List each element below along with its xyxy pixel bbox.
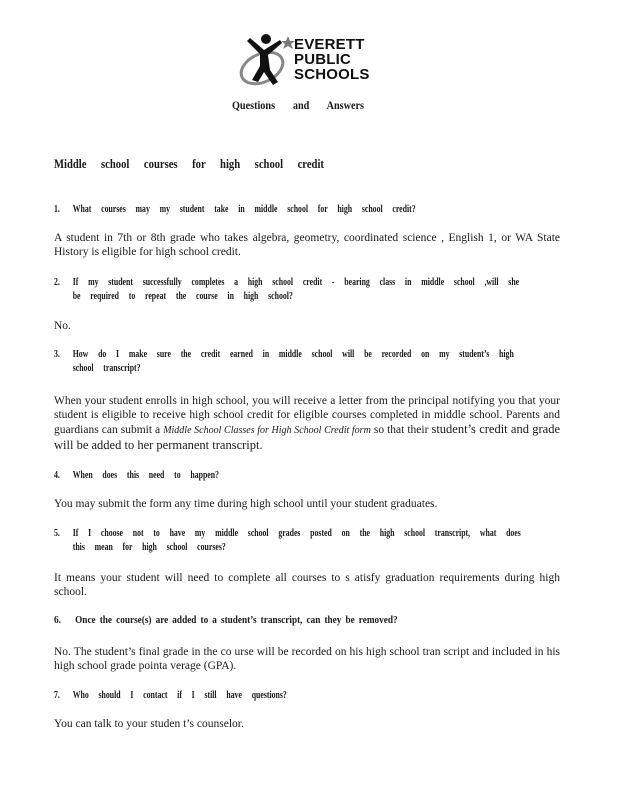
answer-3: When your student enrolls in high school, you will receive a letter from the principal notifying you that your student is eligible to receive high school credit for eligible courses completed in middle school. Parents and guardians can submit a Middle School Classes for High School Credit form so that their student’s credit and grade will be added to her permanent transcript. <box>54 395 560 452</box>
question-2: 2. If my student successfully completes a high school credit - bearing class in middle school ,will she be required to repeat the course in high school? <box>54 277 520 302</box>
question-6: 6. Once the course(s) are added to a student’s transcript, can they be removed? <box>54 615 398 626</box>
answer-4: You may submit the form any time during high school until your student graduates. <box>54 498 438 510</box>
question-7: 7. Who should I contact if I still have questions? <box>54 690 287 701</box>
page-title: Questions and Answers <box>231 98 365 112</box>
answer-1: A student in 7th or 8th grade who takes algebra, geometry, coordinated science , English 1, or WA State History is eligible for high school credit. <box>54 232 560 258</box>
logo-wordmark: EVERETT PUBLIC SCHOOLS <box>294 36 370 83</box>
answer-2: No. <box>54 320 71 332</box>
form-name: Middle School Classes for High School Credit form <box>163 425 371 436</box>
question-1: 1. What courses may my student take in middle school for high school credit? <box>54 204 416 215</box>
district-logo <box>236 30 386 92</box>
answer-7: You can talk to your studen t’s counselor. <box>54 718 244 730</box>
section-title: Middle school courses for high school credit <box>54 157 324 171</box>
question-4: 4. When does this need to happen? <box>54 470 219 481</box>
answer-6: No. The student’s final grade in the co urse will be recorded on his high school tran script and included in his high school grade pointa verage (GPA). <box>54 646 560 672</box>
question-3: 3. How do I make sure the credit earned in middle school will be recorded on my student’s high school transcript? <box>54 349 514 374</box>
question-5: 5. If I choose not to have my middle school grades posted on the high school transcript, what does this mean for high school courses? <box>54 528 521 553</box>
answer-5: It means your student will need to complete all courses to s atisfy graduation requirements during high school. <box>54 572 560 598</box>
runner-emblem-icon <box>236 30 296 92</box>
